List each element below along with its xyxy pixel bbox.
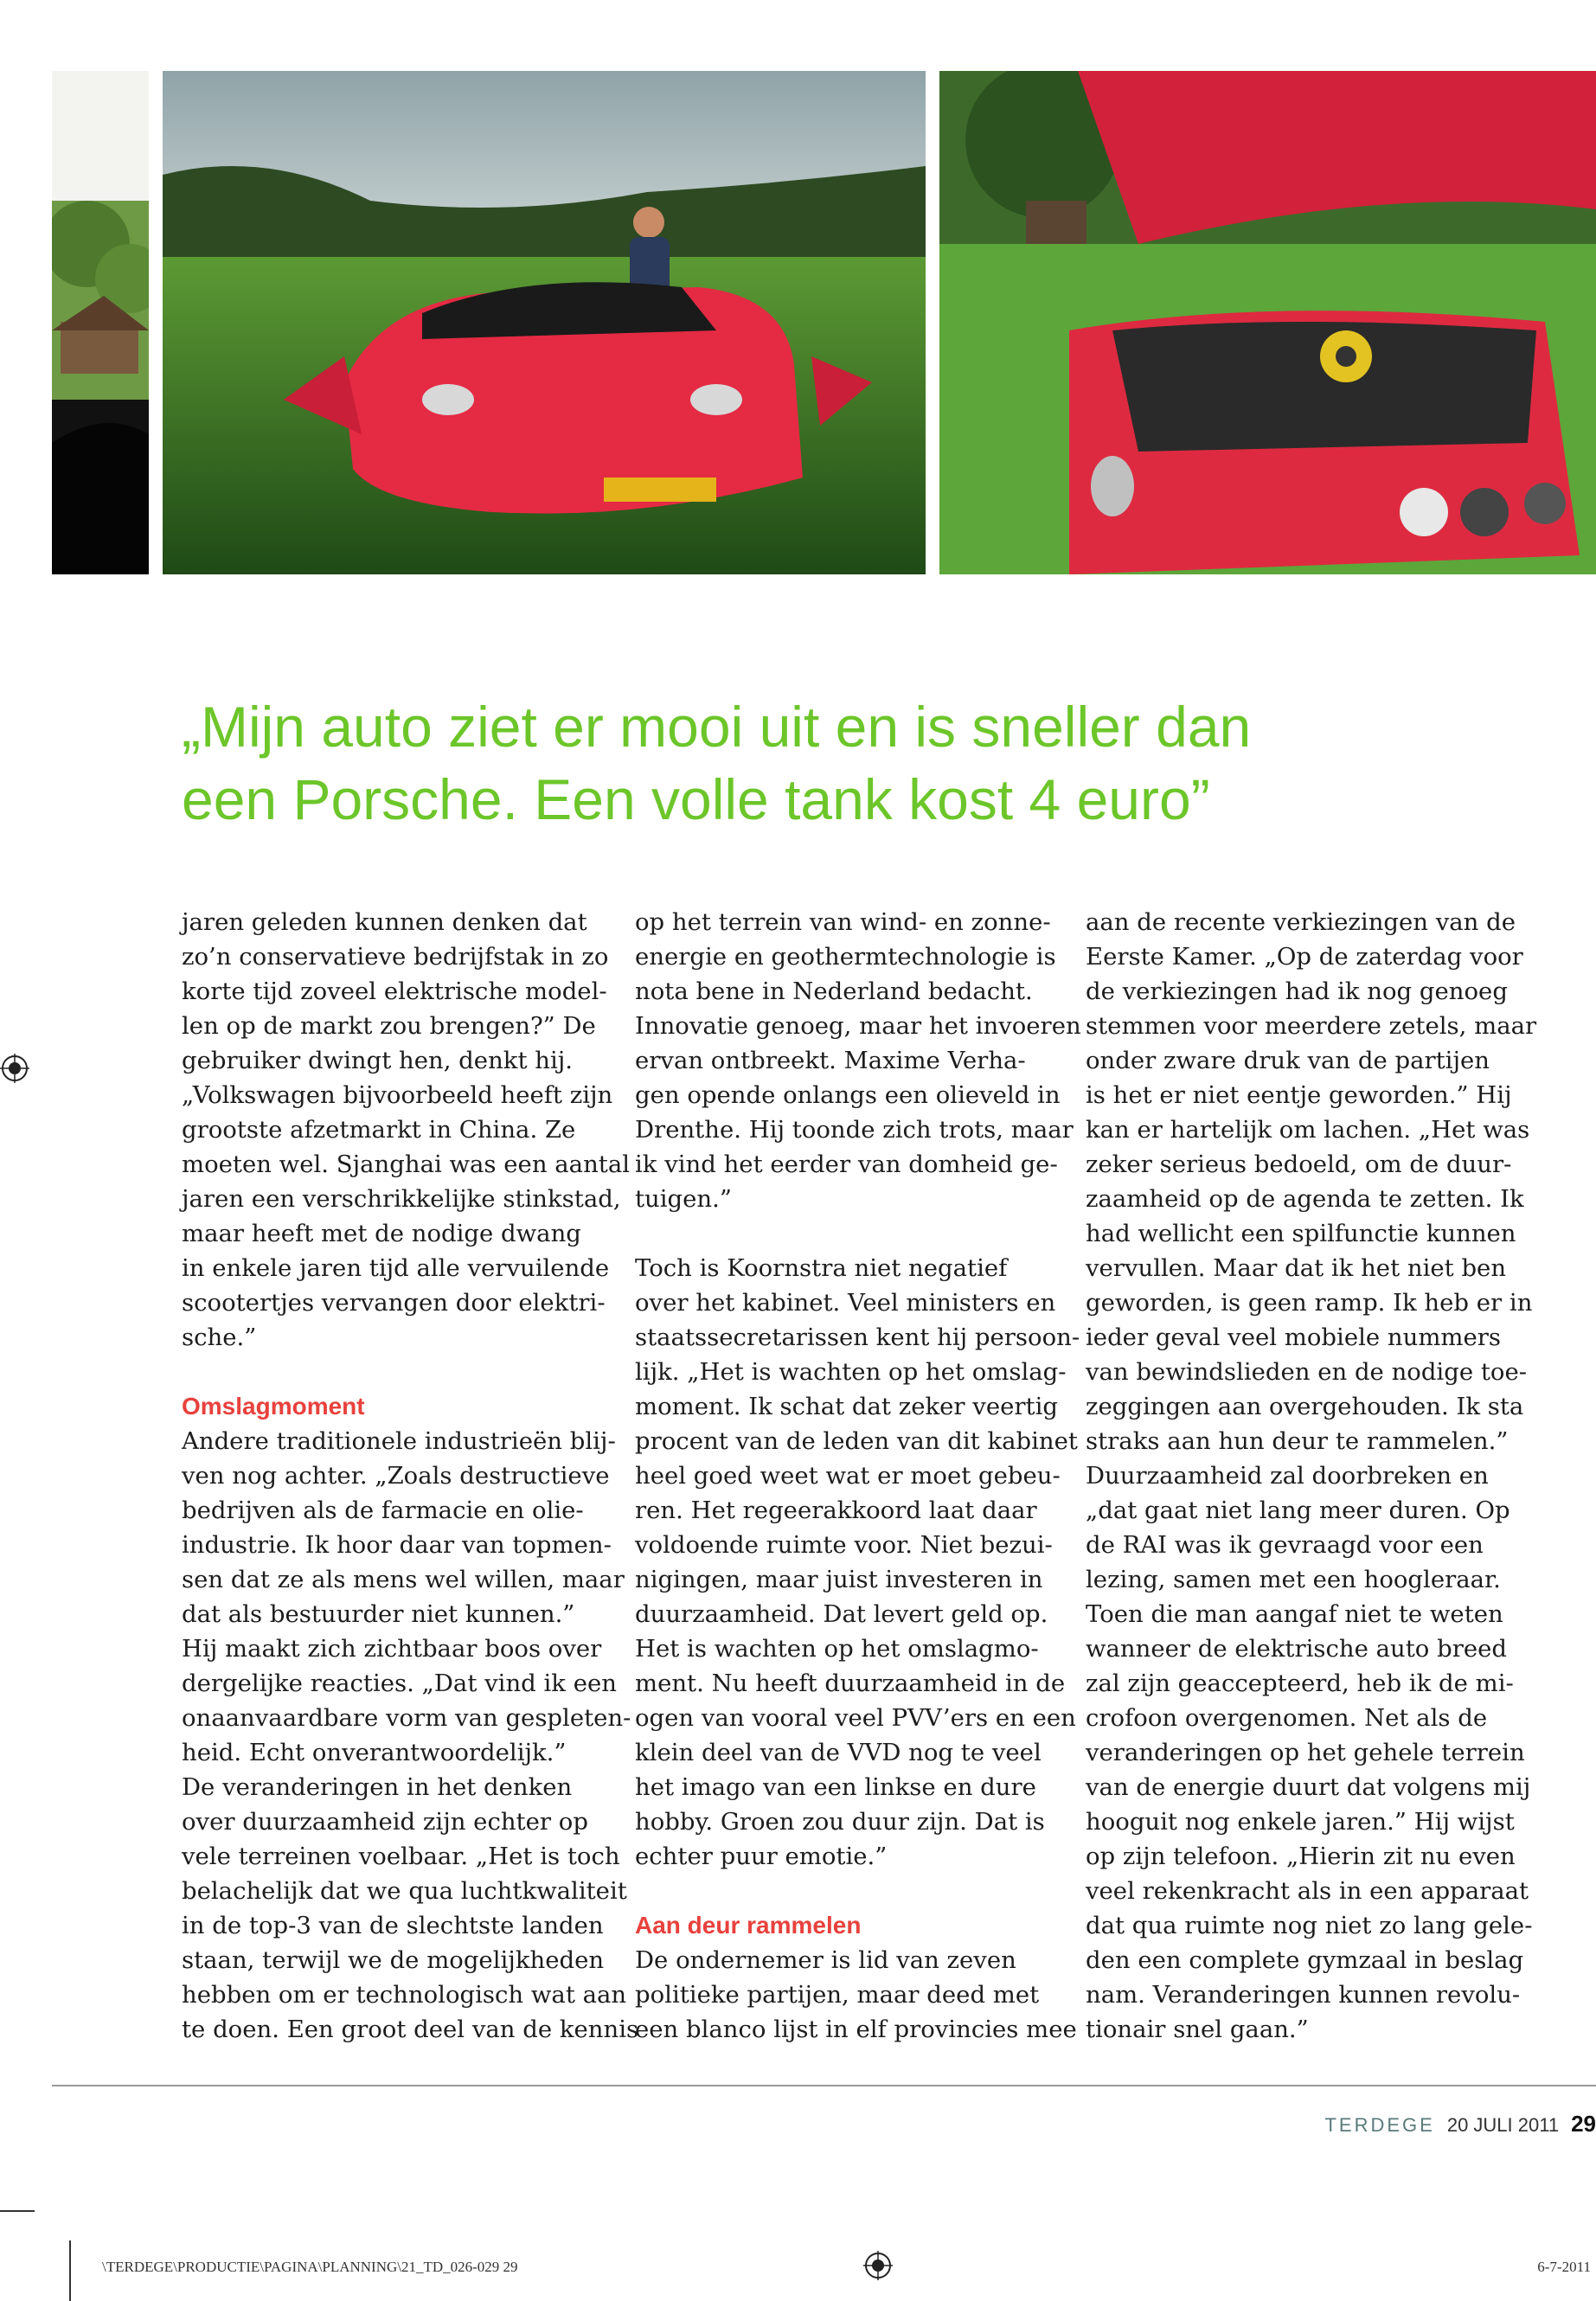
text-line: moment. Ik schat dat zeker veertig bbox=[635, 1393, 1058, 1420]
print-slug-date: 6-7-2011 bbox=[1537, 2259, 1591, 2275]
text-line: ven nog achter. „Zoals destructieve bbox=[182, 1462, 610, 1490]
col2-paragraph-1 bbox=[635, 905, 1081, 1216]
text-line: gen opende onlangs een olieveld in bbox=[635, 1081, 1061, 1109]
text-line: gebruiker dwingt hen, denkt hij. bbox=[182, 1047, 574, 1074]
article-column-1 bbox=[182, 905, 639, 2047]
text-line: de verkiezingen had ik nog genoeg bbox=[1086, 977, 1508, 1005]
col3-paragraph-1 bbox=[1086, 905, 1537, 2047]
col2-paragraph-2 bbox=[635, 1251, 1080, 1874]
article-column-3 bbox=[1086, 905, 1537, 2047]
text-line: korte tijd zoveel elektrische model- bbox=[182, 977, 607, 1005]
text-line: zaamheid op de agenda te zetten. Ik bbox=[1086, 1185, 1524, 1213]
text-line: procent van de leden van dit kabinet bbox=[635, 1427, 1078, 1455]
text-line: politieke partijen, maar deed met bbox=[635, 1981, 1040, 2009]
text-line: heid. Echt onverantwoordelijk.” bbox=[182, 1739, 567, 1766]
text-line: „dat gaat niet lang meer duren. Op bbox=[1086, 1497, 1510, 1524]
text-line: ren. Het regeerakkoord laat daar bbox=[635, 1497, 1037, 1524]
page-number: 29 bbox=[1571, 2111, 1596, 2137]
text-line: is het er niet eentje geworden.” Hij bbox=[1086, 1081, 1512, 1109]
text-line: over het kabinet. Veel ministers en bbox=[635, 1289, 1056, 1317]
text-line: Hij maakt zich zichtbaar boos over bbox=[182, 1635, 602, 1663]
text-line: veel rekenkracht als in een apparaat bbox=[1086, 1877, 1529, 1905]
text-line: wanneer de elektrische auto breed bbox=[1086, 1635, 1508, 1663]
text-line: dat qua ruimte nog niet zo lang gele- bbox=[1086, 1912, 1533, 1939]
text-line: stemmen voor meerdere zetels, maar bbox=[1086, 1012, 1537, 1040]
page-footer bbox=[1324, 2111, 1596, 2138]
text-line: nam. Veranderingen kunnen revolu- bbox=[1086, 1981, 1521, 2009]
col1-paragraph-2 bbox=[182, 1424, 639, 2047]
registration-mark-bottom-icon bbox=[863, 2251, 893, 2280]
text-line: echter puur emotie.” bbox=[635, 1843, 888, 1870]
text-line: bedrijven als de farmacie en olie- bbox=[182, 1497, 584, 1524]
text-line: straks aan hun deur te rammelen.” bbox=[1086, 1427, 1509, 1455]
text-line: moeten wel. Sjanghai was een aantal bbox=[182, 1150, 631, 1178]
text-line: hebben om er technologisch wat aan bbox=[182, 1981, 627, 2009]
text-line: ment. Nu heeft duurzaamheid in de bbox=[635, 1670, 1066, 1697]
text-line: veranderingen op het gehele terrein bbox=[1086, 1739, 1525, 1766]
photo-right-open-trunk bbox=[939, 71, 1596, 574]
text-line: tionair snel gaan.” bbox=[1086, 2016, 1309, 2043]
text-line: zo’n conservatieve bedrijfstak in zo bbox=[182, 943, 609, 971]
text-line: onaanvaardbare vorm van gespleten- bbox=[182, 1704, 631, 1732]
text-line: scootertjes vervangen door elektri- bbox=[182, 1289, 606, 1317]
footer-magazine-name: TERDEGE bbox=[1324, 2114, 1435, 2136]
text-line: len op de markt zou brengen?” De bbox=[182, 1012, 596, 1040]
text-line: tuigen.” bbox=[635, 1185, 732, 1213]
text-line: de RAI was ik gevraagd voor een bbox=[1086, 1531, 1484, 1559]
text-line: aan de recente verkiezingen van de bbox=[1086, 908, 1516, 936]
text-line: in de top-3 van de slechtste landen bbox=[182, 1912, 604, 1939]
text-line: zal zijn geaccepteerd, heb ik de mi- bbox=[1086, 1670, 1514, 1697]
text-line: Innovatie genoeg, maar het invoeren bbox=[635, 1012, 1081, 1040]
photo-main-car-meadow bbox=[163, 71, 926, 574]
text-line: Drenthe. Hij toonde zich trots, maar bbox=[635, 1116, 1074, 1144]
text-line: op zijn telefoon. „Hierin zit nu even bbox=[1086, 1843, 1516, 1870]
article-column-2 bbox=[635, 905, 1081, 2047]
text-line: energie en geothermtechnologie is bbox=[635, 943, 1056, 971]
text-line: ik vind het eerder van domheid ge- bbox=[635, 1150, 1058, 1178]
text-line: geworden, is geen ramp. Ik heb er in bbox=[1086, 1289, 1533, 1317]
text-line: staatssecretarissen kent hij persoon- bbox=[635, 1324, 1080, 1351]
text-line: sen dat ze als mens wel willen, maar bbox=[182, 1566, 625, 1593]
text-line: Andere traditionele industrieën blij- bbox=[182, 1427, 616, 1455]
text-line: nigingen, maar juist investeren in bbox=[635, 1566, 1043, 1593]
pull-quote-line-2: een Porsche. Een volle tank kost 4 euro” bbox=[182, 767, 1210, 831]
text-line: sche.” bbox=[182, 1324, 257, 1351]
subhead-omslagmoment: Omslagmoment bbox=[182, 1393, 365, 1420]
pull-quote bbox=[182, 690, 1462, 836]
text-line: jaren geleden kunnen denken dat bbox=[182, 908, 587, 936]
text-line: over duurzaamheid zijn echter op bbox=[182, 1808, 588, 1836]
text-line: zeggingen aan overgehouden. Ik sta bbox=[1086, 1393, 1524, 1420]
text-line: Duurzaamheid zal doorbreken en bbox=[1086, 1462, 1489, 1490]
crop-mark-horizontal bbox=[0, 2210, 35, 2212]
text-line: belachelijk dat we qua luchtkwaliteit bbox=[182, 1877, 627, 1905]
text-line: Eerste Kamer. „Op de zaterdag voor bbox=[1086, 943, 1523, 971]
text-line: staan, terwijl we de mogelijkheden bbox=[182, 1946, 605, 1974]
text-line: een blanco lijst in elf provincies mee bbox=[635, 2016, 1077, 2043]
pull-quote-line-1: „Mijn auto ziet er mooi uit en is sneller dan bbox=[182, 695, 1252, 759]
text-line: had wellicht een spilfunctie kunnen bbox=[1086, 1220, 1516, 1247]
text-line: den een complete gymzaal in beslag bbox=[1086, 1946, 1524, 1974]
text-line: De ondernemer is lid van zeven bbox=[635, 1946, 1016, 1974]
text-line: crofoon overgenomen. Net als de bbox=[1086, 1704, 1488, 1732]
text-line: ogen van vooral veel PVV’ers en een bbox=[635, 1704, 1076, 1732]
col1-paragraph-1 bbox=[182, 905, 631, 1355]
text-line: onder zware druk van de partijen bbox=[1086, 1047, 1490, 1074]
text-line: van de energie duurt dat volgens mij bbox=[1086, 1773, 1531, 1801]
text-line: ieder geval veel mobiele nummers bbox=[1086, 1324, 1502, 1351]
text-line: lezing, samen met een hoogleraar. bbox=[1086, 1566, 1501, 1593]
text-line: hooguit nog enkele jaren.” Hij wijst bbox=[1086, 1808, 1515, 1836]
text-line: klein deel van de VVD nog te veel bbox=[635, 1739, 1042, 1766]
text-line: op het terrein van wind- en zonne- bbox=[635, 908, 1051, 936]
crop-mark-vertical bbox=[69, 2240, 71, 2301]
text-line: lijk. „Het is wachten op het omslag- bbox=[635, 1358, 1067, 1386]
text-line: maar heeft met de nodige dwang bbox=[182, 1220, 581, 1247]
text-line: grootste afzetmarkt in China. Ze bbox=[182, 1116, 576, 1144]
text-line: Toch is Koornstra niet negatief bbox=[635, 1254, 1008, 1282]
col2-paragraph-3 bbox=[635, 1943, 1077, 2047]
text-line: heel goed weet wat er moet gebeu- bbox=[635, 1462, 1061, 1490]
text-line: duurzaamheid. Dat levert geld op. bbox=[635, 1600, 1048, 1628]
text-line: hobby. Groen zou duur zijn. Dat is bbox=[635, 1808, 1045, 1836]
text-line: „Volkswagen bijvoorbeeld heeft zijn bbox=[182, 1081, 613, 1109]
text-line: dat als bestuurder niet kunnen.” bbox=[182, 1600, 575, 1628]
text-line: industrie. Ik hoor daar van topmen- bbox=[182, 1531, 612, 1559]
text-line: nota bene in Nederland bedacht. bbox=[635, 977, 1033, 1005]
text-line: van bewindslieden en de nodige toe- bbox=[1086, 1358, 1528, 1386]
registration-mark-icon bbox=[0, 1054, 29, 1083]
text-line: het imago van een linkse en dure bbox=[635, 1773, 1036, 1801]
text-line: jaren een verschrikkelijke stinkstad, bbox=[182, 1185, 621, 1213]
text-line: vele terreinen voelbaar. „Het is toch bbox=[182, 1843, 620, 1870]
text-line: kan er hartelijk om lachen. „Het was bbox=[1086, 1116, 1530, 1144]
print-slug-path: \TERDEGE\PRODUCTIE\PAGINA\PLANNING\21_TD_026-029 29 bbox=[102, 2259, 518, 2275]
text-line: in enkele jaren tijd alle vervuilende bbox=[182, 1254, 610, 1282]
photo-left-edge bbox=[52, 71, 149, 574]
text-line: Het is wachten op het omslagmo- bbox=[635, 1635, 1039, 1663]
footer-date: 20 JULI 2011 bbox=[1446, 2114, 1560, 2136]
text-line: De veranderingen in het denken bbox=[182, 1773, 573, 1801]
bottom-rule bbox=[52, 2085, 1596, 2086]
text-line: zeker serieus bedoeld, om de duur- bbox=[1086, 1150, 1512, 1178]
text-line: dergelijke reacties. „Dat vind ik een bbox=[182, 1670, 617, 1697]
text-line: voldoende ruimte voor. Niet bezui- bbox=[635, 1531, 1053, 1559]
text-line: Toen die man aangaf niet te weten bbox=[1086, 1600, 1503, 1628]
text-line: vervullen. Maar dat ik het niet ben bbox=[1086, 1254, 1507, 1282]
subhead-aan-deur-rammelen: Aan deur rammelen bbox=[635, 1912, 862, 1939]
text-line: ervan ontbreekt. Maxime Verha- bbox=[635, 1047, 1026, 1074]
text-line: te doen. Een groot deel van de kennis bbox=[182, 2016, 639, 2043]
